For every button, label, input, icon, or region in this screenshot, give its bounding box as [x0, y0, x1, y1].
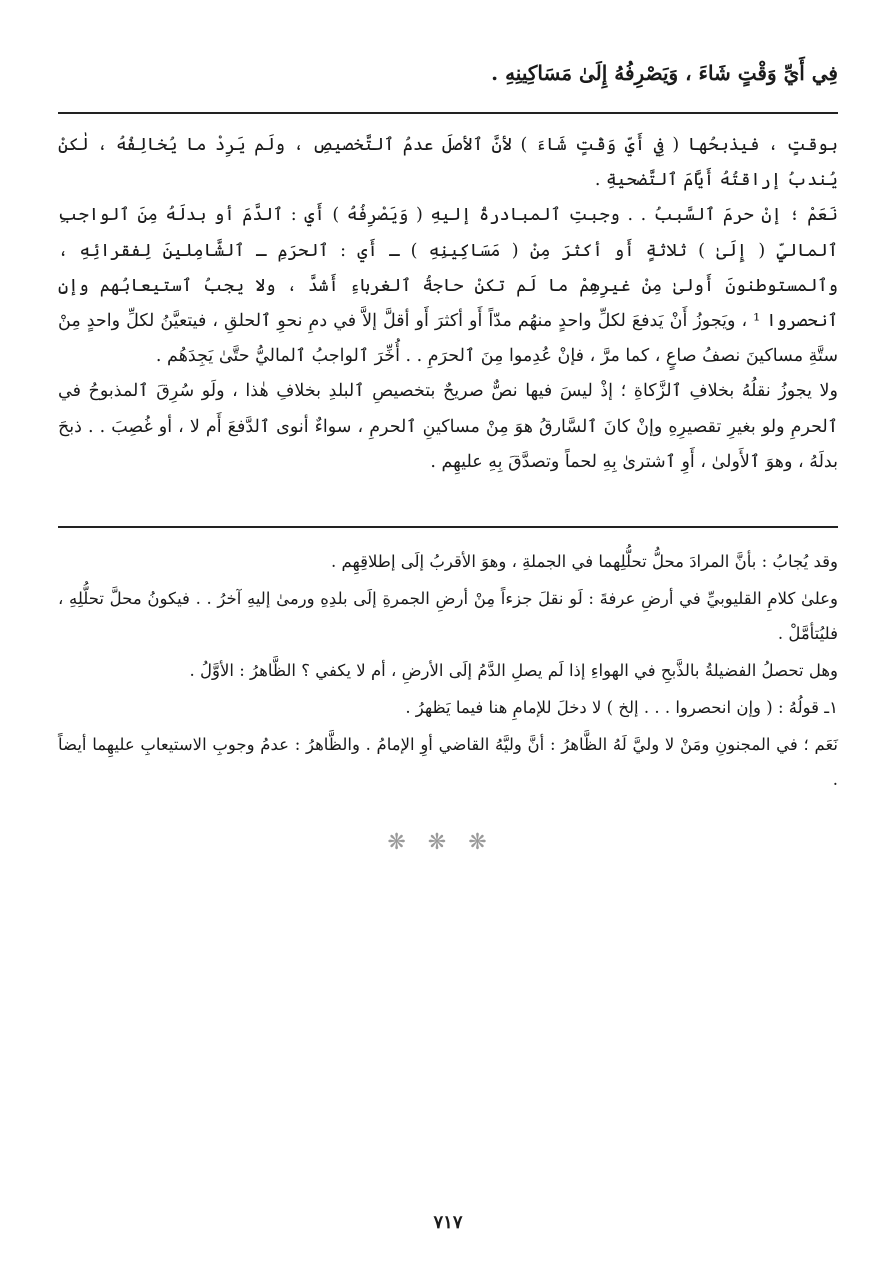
top-divider: [58, 112, 838, 114]
footnotes: [58, 544, 838, 799]
ornament-star-icon: ❋: [387, 830, 428, 855]
matn-text: فِي أَيِّ وَقْتٍ شَاءَ ، وَيَصْرِفُهُ إِلَىٰ مَسَاكِينِهِ .: [491, 61, 838, 85]
page-number: ٧١٧: [433, 1212, 463, 1233]
footnote-paragraph-5: نَعَم ؛ في المجنونِ ومَنْ لا وليَّ لَهُ الظَّاهرُ : أنَّ وليَّهُ القاضي أوِ الإمامُ . والظَّاهرُ : عدمُ وجوبِ الاستيعابِ عليهِما أيضاً .: [58, 735, 838, 789]
footnote-paragraph-2: وعلىٰ كلامِ القليوبيِّ في أرضِ عرفةَ : لَو نقلَ جزءاً مِنْ أرضِ الجمرةِ إلَى بلدِهِ ورمىٰ إليهِ آخرُ . . فيكونُ محلَّ تحلُّلِهِ ، فليُتأمَّلْ .: [58, 589, 838, 643]
footnote-paragraph-1: وقد يُجابُ : بأنَّ المرادَ محلُّ تحلُّلِهما في الجملةِ ، وهوَ الأقربُ إلَى إطلاقِهِم .: [331, 552, 838, 571]
commentary-paragraph-3: ولا يجوزُ نقلُهُ بخلافِ ٱلزَّكاةِ ؛ إذْ ليسَ فيها نصٌّ صريحٌ بتخصيصِ ٱلبلدِ بخلافِ هٰذا ، ولَو سُرِقَ ٱلمذبوحُ في ٱلحرمِ ولو بغيرِ تقصيرِهِ وإنْ كانَ ٱلسَّارقُ هوَ مِنْ مساكينِ ٱلحرمِ ، سواءٌ أنوى ٱلدَّفعَ أَم لا ، أو غُصِبَ . . ذبحَ بدلَهُ ، وهوَ ٱلأَولىٰ ، أَوِ ٱشترىٰ بِهِ لحماً وتصدَّقَ بِهِ عليهِم .: [58, 381, 838, 472]
footnote-divider: [58, 526, 838, 528]
ornament-star-icon: ❋: [468, 830, 509, 855]
footnote-paragraph-4: ١ـ قولُهُ : ( وإن انحصروا . . . إلخ ) لا دخلَ للإمامِ هنا فيما يَظهرُ .: [405, 698, 838, 717]
commentary-paragraph-2: نَعَمْ ؛ إنْ حرمَ ٱلسَّببُ . . وجبتِ ٱلمبادرةُ إليهِ ( وَيَصْرِفُهُ ) أَيِ : ٱلدَّمَ أو بدلَهُ مِنَ ٱلواجبِ ٱلماليِّ ( إِلَىٰ ) ثلاثةٍ أَو أكثرَ مِنْ ( مَسَاكِينِهِ ) ـ أَي : ٱلحرَمِ ـ ٱلشَّامِلينَ لِفقرائِهِ ، وٱلمستوطنونَ أَولىٰ مِنْ غيرِهِمْ ما لَم تكنْ حاجةُ ٱلغرباءِ أَشدَّ ، ولا يجبُ ٱستيعابُهم وإنِ ٱنحصروا ¹ ، ويَجوزُ أَنْ يَدفعَ لكلِّ واحدٍ منهُم مدّاً أَو أكثرَ أَو أقلَّ إلاَّ في دمِ نحوِ ٱلحلقِ ، فيتعيَّنُ لكلِّ واحدٍ مِنْ ستَّةِ مساكينَ نصفُ صاعٍ ، كما مرَّ ، فإنْ عُدِموا مِنَ ٱلحرَمِ . . أُخِّرَ ٱلواجبُ ٱلماليُّ حتَّىٰ يَجِدَهُم .: [58, 205, 838, 367]
commentary: [58, 128, 838, 480]
section-end-ornaments: [0, 830, 896, 855]
commentary-paragraph-1: بوقتٍ ، فيذبحُها ( فِي أَيِّ وَقْتٍ شَاءَ ) لأنَّ ٱلأصلَ عدمُ ٱلتَّخصيصِ ، ولَم يَرِدْ ما يُخالِفُهُ ، لٰكنْ يُندبُ إراقتُهُ أَيَّامَ ٱلتَّضحيةِ .: [58, 135, 838, 191]
ornament-star-icon: ❋: [427, 830, 469, 855]
footnote-paragraph-3: وهل تحصلُ الفضيلةُ بالذَّبحِ في الهواءِ إذا لَم يصلِ الدَّمُ إلَى الأرضِ ، أم لا يكفي ؟ الظَّاهرُ : الأوَّلُ .: [189, 661, 838, 680]
